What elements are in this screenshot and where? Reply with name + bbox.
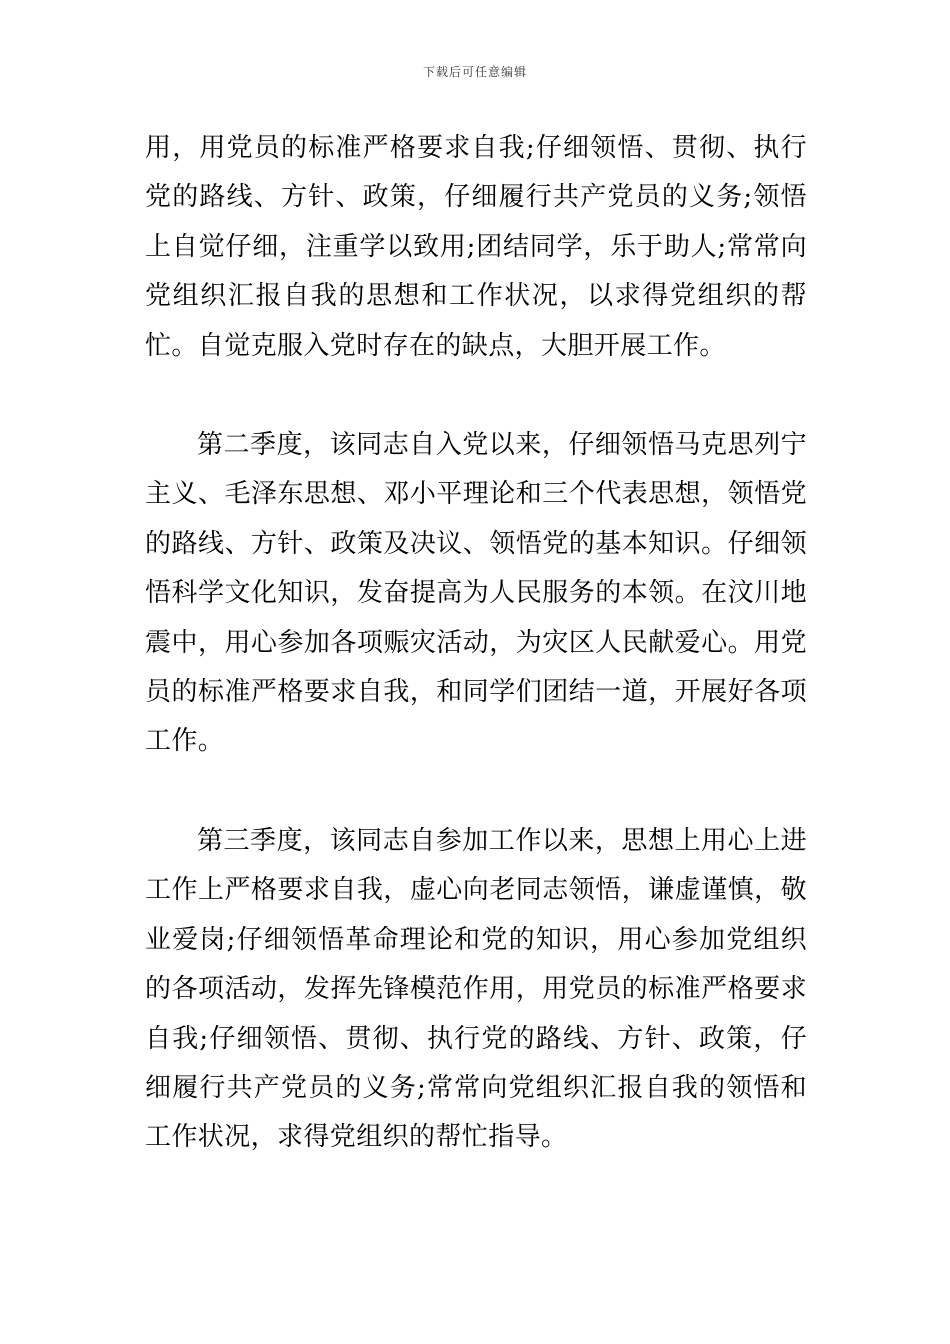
paragraph-1: 用，用党员的标准严格要求自我;仔细领悟、贯彻、执行党的路线、方针、政策，仔细履行共产党员的义务;领悟上自觉仔细，注重学以致用;团结同学，乐于助人;常常向党组织汇报自我的思想和工作状况，以求得党组织的帮忙。自觉克服入党时存在的缺点，大胆开展工作。 — [145, 133, 807, 361]
page-header: 下载后可任意编辑 — [422, 65, 527, 79]
document-body — [145, 124, 807, 1163]
paragraph-3: 第三季度，该同志自参加工作以来，思想上用心上进工作上严格要求自我，虚心向老同志领悟，谦虚谨慎，敬业爱岗;仔细领悟革命理论和党的知识，用心参加党组织的各项活动，发挥先锋模范作用，用党员的标准严格要求自我;仔细领悟、贯彻、执行党的路线、方针、政策，仔细履行共产党员的义务;常常向党组织汇报自我的领悟和工作状况，求得党组织的帮忙指导。 — [145, 825, 807, 1153]
paragraph-2: 第二季度，该同志自入党以来，仔细领悟马克思列宁主义、毛泽东思想、邓小平理论和三个代表思想，领悟党的路线、方针、政策及决议、领悟党的基本知识。仔细领悟科学文化知识，发奋提高为人民服务的本领。在汶川地震中，用心参加各项赈灾活动，为灾区人民献爱心。用党员的标准严格要求自我，和同学们团结一道，开展好各项工作。 — [145, 430, 807, 757]
